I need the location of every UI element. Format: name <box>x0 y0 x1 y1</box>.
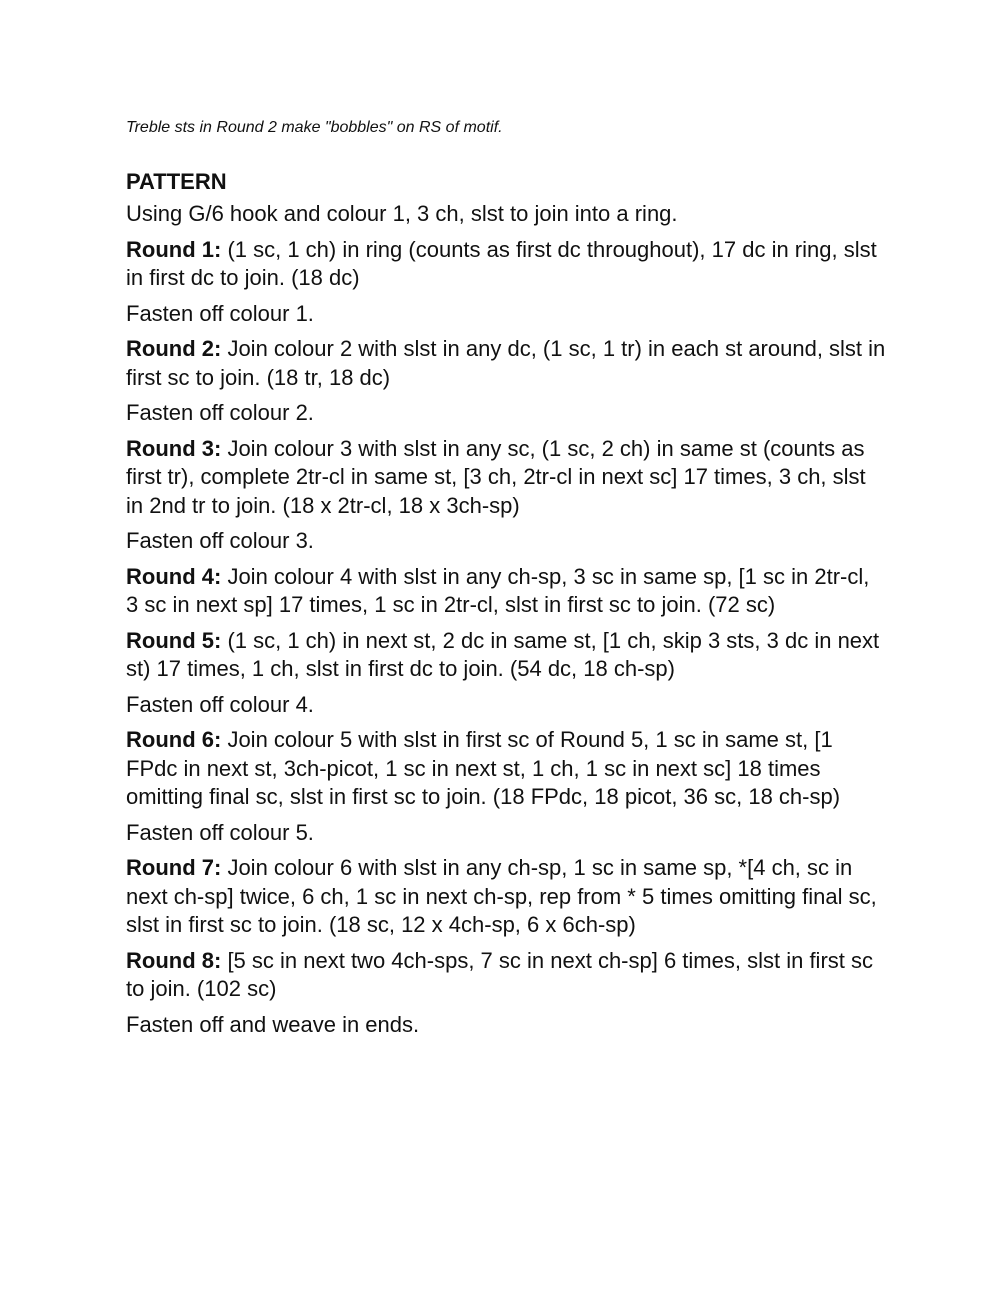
round-text: (1 sc, 1 ch) in ring (counts as first dc throughout), 17 dc in ring, slst in first dc to join. (18 dc) <box>126 236 877 290</box>
instruction-text: Fasten off and weave in ends. <box>126 1011 420 1037</box>
instruction-text: Fasten off colour 3. <box>126 528 314 553</box>
intro-instruction: Using G/6 hook and colour 1, 3 ch, slst to join into a ring. <box>126 201 678 226</box>
round-1-instruction <box>126 236 886 293</box>
round-label: Round 7: <box>126 855 222 880</box>
round-label: Round 4: <box>126 563 222 589</box>
round-text: Join colour 4 with slst in any ch-sp, 3 sc in same sp, [1 sc in 2tr-cl, 3 sc in next sp] 17 times, 1 sc in 2tr-cl, slst in first sc to join. (72 sc) <box>126 563 870 617</box>
round-text: Join colour 3 with slst in any sc, (1 sc, 2 ch) in same st (counts as first tr), complete 2tr-cl in same st, [3 ch, 2tr-cl in next sc] 17 times, 3 ch, slst in 2nd tr to join. (18 x 2tr-cl, 18 x 3ch-sp) <box>126 435 866 518</box>
round-8-instruction <box>126 947 886 1004</box>
instruction-text: Fasten off colour 4. <box>126 691 314 717</box>
round-label: Round 8: <box>126 947 222 973</box>
round-3-instruction <box>126 435 886 521</box>
round-2-instruction <box>126 335 886 392</box>
instruction-text: Fasten off colour 2. <box>126 400 314 425</box>
fasten-off-colour-3 <box>126 527 886 556</box>
round-4-instruction <box>126 563 886 620</box>
fasten-off-colour-4 <box>126 691 886 720</box>
round-label: Round 3: <box>126 435 222 461</box>
round-text: Join colour 2 with slst in any dc, (1 sc, 1 tr) in each st around, slst in first sc to join. (18 tr, 18 dc) <box>126 336 886 390</box>
pattern-heading: PATTERN <box>126 169 227 194</box>
round-label: Round 5: <box>126 627 222 653</box>
round-text: Join colour 5 with slst in first sc of Round 5, 1 sc in same st, [1 FPdc in next st, 3ch-picot, 1 sc in next st, 1 ch, 1 sc in next sc] 18 times omitting final sc, slst in first sc to join. (18 FPdc, 18 picot, 36 sc, 18 ch-sp) <box>126 727 841 809</box>
fasten-off-colour-5 <box>126 819 886 848</box>
round-label: Round 2: <box>126 336 222 361</box>
round-text: [5 sc in next two 4ch-sps, 7 sc in next ch-sp] 6 times, slst in first sc to join. (102 sc) <box>126 947 873 1001</box>
fasten-off-colour-2 <box>126 399 886 428</box>
document-page <box>126 116 886 1046</box>
fasten-off-colour-1 <box>126 300 886 329</box>
round-7-instruction <box>126 854 886 940</box>
round-label: Round 6: <box>126 727 222 752</box>
instruction-text: Fasten off colour 5. <box>126 819 314 845</box>
round-text: Join colour 6 with slst in any ch-sp, 1 sc in same sp, *[4 ch, sc in next ch-sp] twice, 6 ch, 1 sc in next ch-sp, rep from * 5 times omitting final sc, slst in first sc to join. (18 sc, 12 x 4ch-sp, 6 x 6ch-sp) <box>126 855 877 937</box>
round-5-instruction <box>126 627 886 684</box>
round-label: Round 1: <box>126 236 222 262</box>
bobbles-note: Treble sts in Round 2 make "bobbles" on RS of motif. <box>126 119 503 136</box>
fasten-off-final <box>126 1011 886 1040</box>
round-6-instruction <box>126 726 886 812</box>
instruction-text: Fasten off colour 1. <box>126 300 314 326</box>
round-text: (1 sc, 1 ch) in next st, 2 dc in same st, [1 ch, skip 3 sts, 3 dc in next st) 17 times, 1 ch, slst in first dc to join. (54 dc, 18 ch-sp) <box>126 627 880 681</box>
